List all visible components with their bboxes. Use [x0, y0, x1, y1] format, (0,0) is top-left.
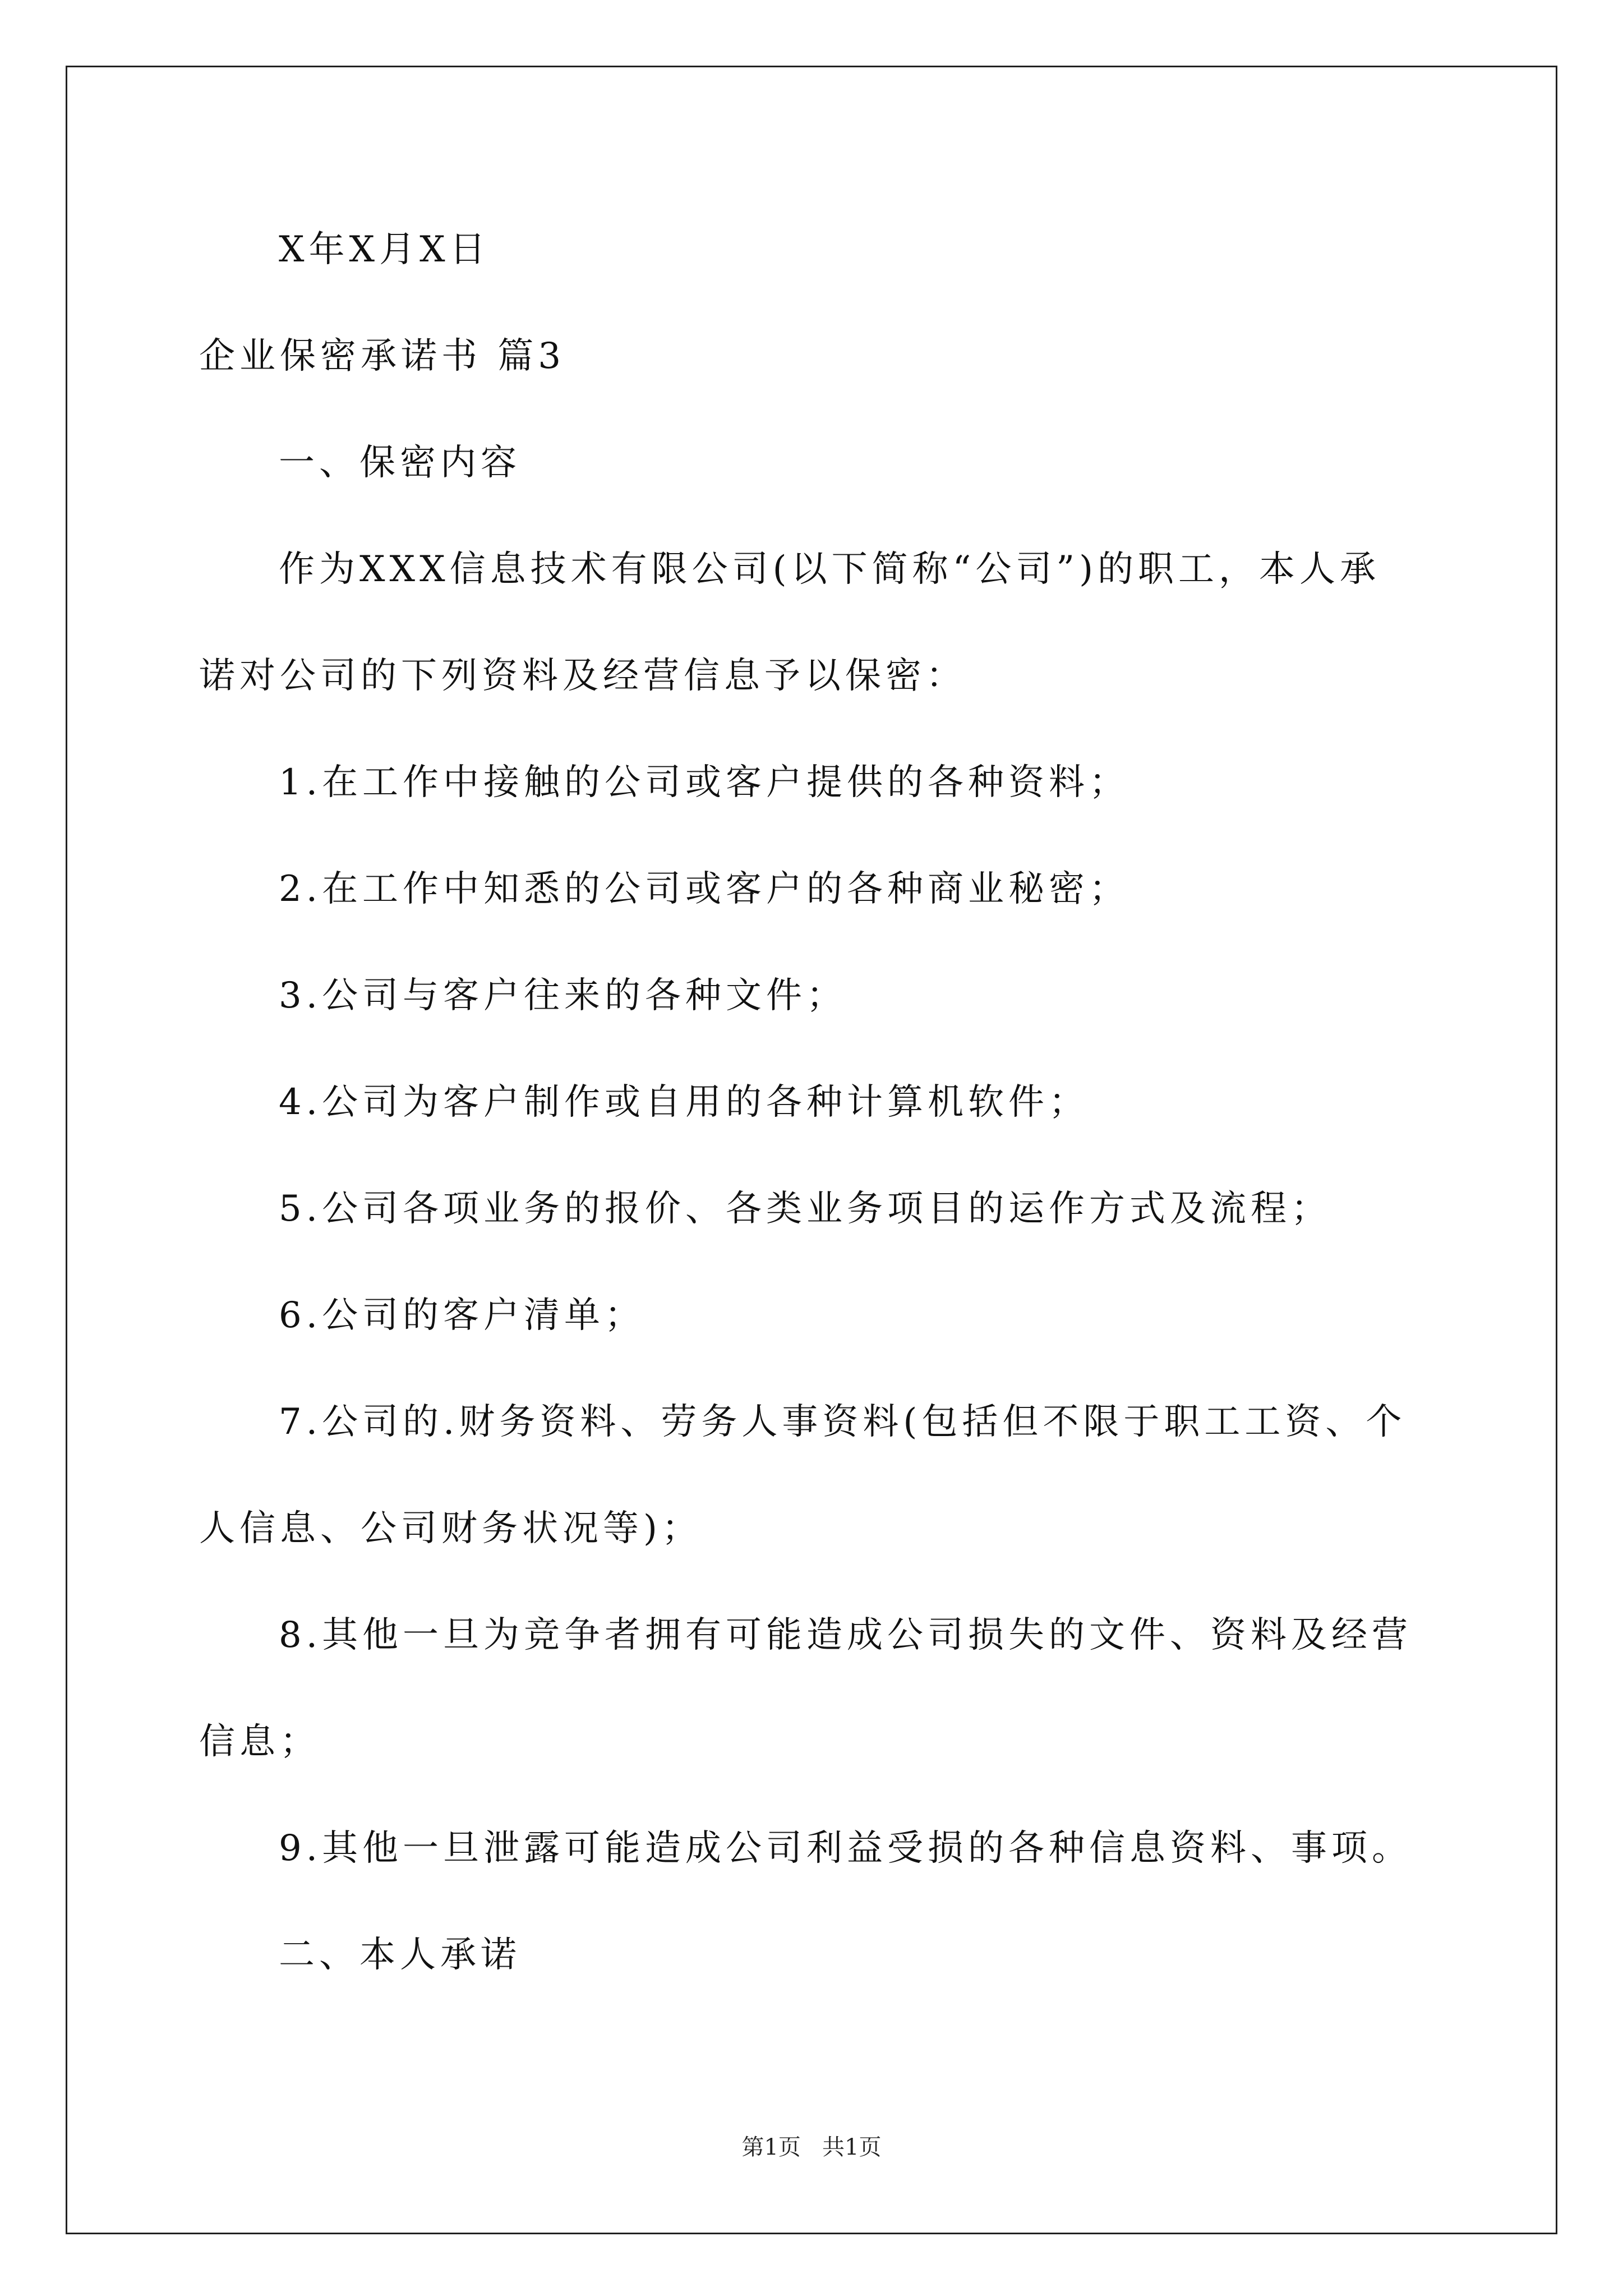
- document-title: 企业保密承诺书 篇3: [199, 335, 566, 377]
- list-item-continuation: 信息；: [199, 1721, 320, 1763]
- list-item: 2.在工作中知悉的公司或客户的各种商业秘密；: [279, 868, 1130, 910]
- list-item: 9.其他一旦泄露可能造成公司利益受损的各种信息资料、事项。: [279, 1828, 1413, 1869]
- section-two-heading: 二、本人承诺: [279, 1934, 521, 1976]
- list-item: 5.公司各项业务的报价、各类业务项目的运作方式及流程；: [279, 1188, 1332, 1230]
- list-item: 3.公司与客户往来的各种文件；: [279, 975, 847, 1016]
- list-item: 6.公司的客户清单；: [279, 1295, 645, 1336]
- list-item: 1.在工作中接触的公司或客户提供的各种资料；: [279, 762, 1130, 803]
- section-one-heading: 一、保密内容: [279, 442, 521, 484]
- list-item: 8.其他一旦为竞争者拥有可能造成公司损失的文件、资料及经营: [279, 1614, 1413, 1656]
- intro-paragraph-line: 作为XXX信息技术有限公司(以下简称“公司”)的职工，本人承: [279, 549, 1381, 590]
- page-footer: 第1页 共1页: [741, 2134, 882, 2160]
- list-item-continuation: 人信息、公司财务状况等)；: [199, 1508, 702, 1549]
- list-item: 7.公司的.财务资料、劳务人事资料(包括但不限于职工工资、个: [279, 1401, 1407, 1443]
- intro-paragraph-line: 诺对公司的下列资料及经营信息予以保密：: [199, 655, 966, 697]
- page-border: [66, 66, 1557, 2234]
- date-line: X年X月X日: [279, 229, 490, 270]
- list-item: 4.公司为客户制作或自用的各种计算机软件；: [279, 1082, 1090, 1123]
